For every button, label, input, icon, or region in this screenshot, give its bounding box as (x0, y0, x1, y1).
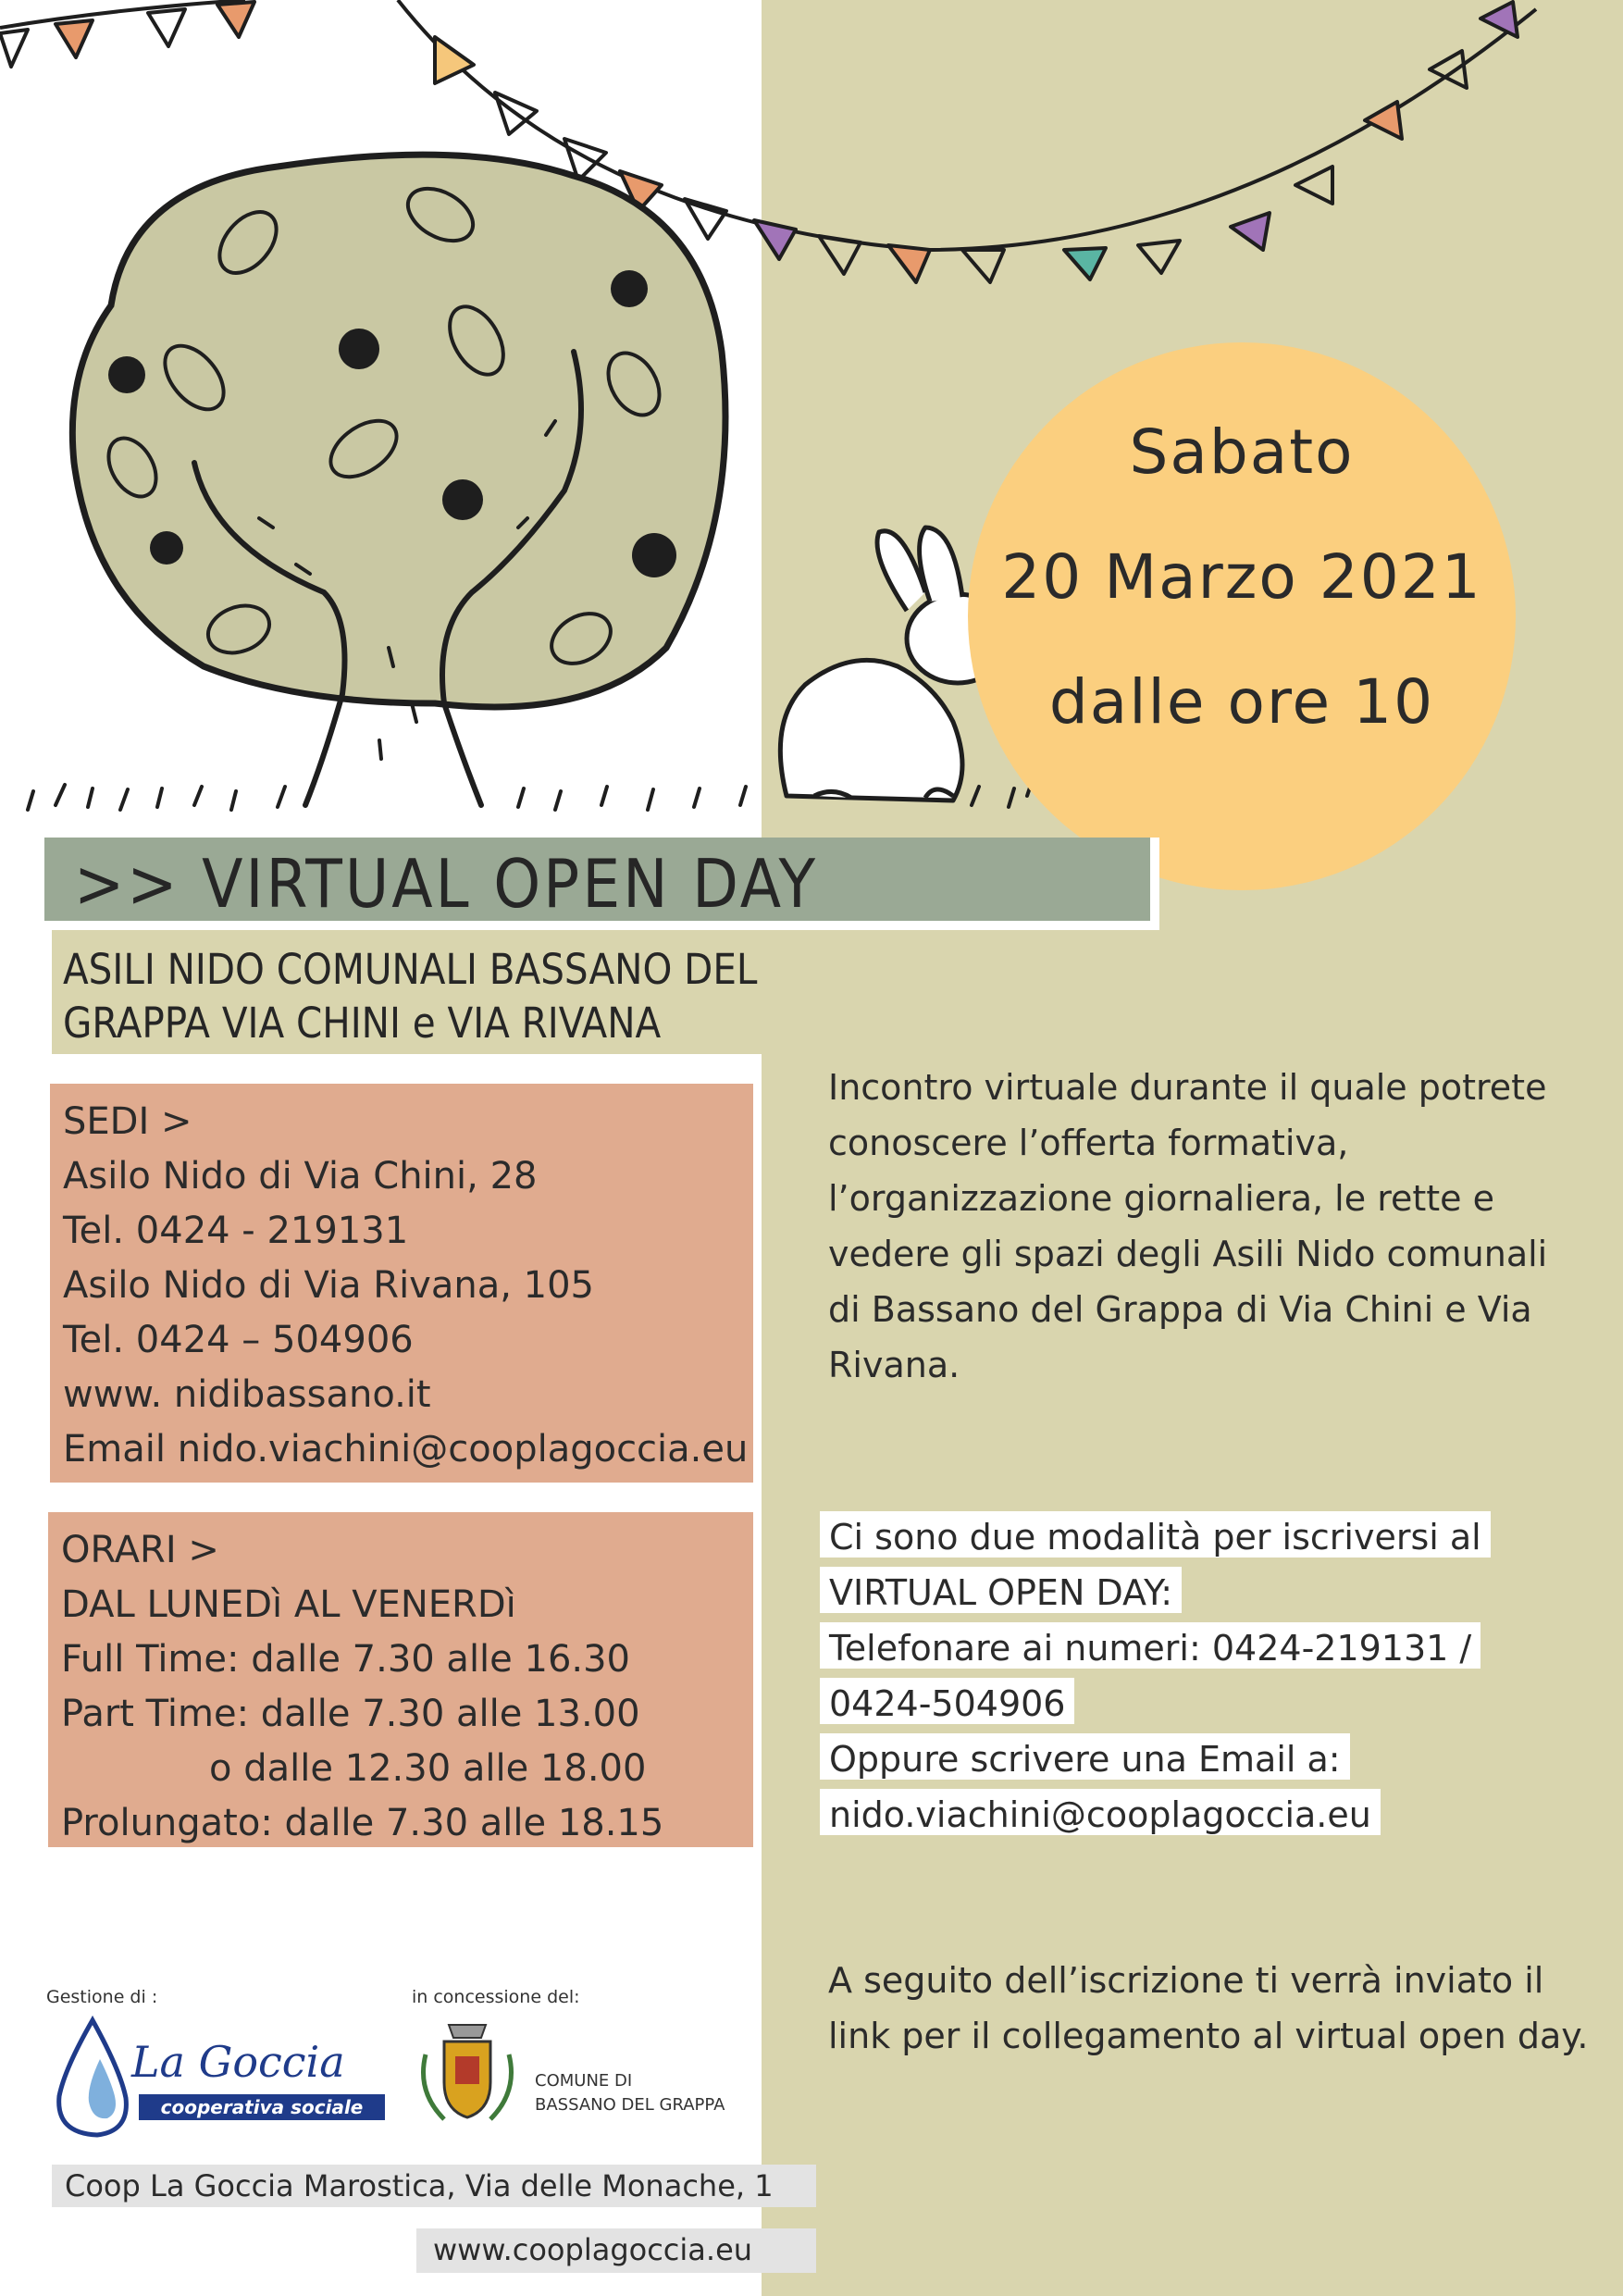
orari-box (48, 1512, 753, 1847)
sedi-website-link[interactable]: www. nidibassano.it (63, 1373, 431, 1416)
comune-line-1: COMUNE DI (535, 2071, 633, 2091)
title-band (44, 838, 1159, 930)
registration-email-link[interactable]: nido.viachini@cooplagoccia.eu (820, 1789, 1381, 1835)
subtitle-box (52, 930, 762, 1054)
comune-crest (416, 2017, 518, 2128)
address-text: Coop La Goccia Marostica, Via delle Monache, 1 (65, 2168, 774, 2203)
registration-info (820, 1511, 1491, 1844)
sedi-line: Tel. 0424 – 504906 (63, 1319, 414, 1361)
tree-crown (72, 155, 725, 707)
goccia-logo-tag: cooperativa sociale (139, 2094, 385, 2120)
description-line: l’organizzazione giornaliera, le rette e (828, 1178, 1494, 1219)
description-line: Rivana. (828, 1345, 960, 1385)
registration-line: Ci sono due modalità per iscriversi al (820, 1511, 1491, 1558)
orari-line: Prolungato: dalle 7.30 alle 18.15 (61, 1802, 664, 1844)
registration-line: Oppure scrivere una Email a: (820, 1733, 1350, 1780)
coat-of-arms-icon (416, 2017, 518, 2128)
sedi-line: Asilo Nido di Via Chini, 28 (63, 1155, 538, 1198)
after-registration-line: link per il collegamento al virtual open day. (828, 2016, 1589, 2056)
sedi-line: Asilo Nido di Via Rivana, 105 (63, 1264, 595, 1307)
date-circle (968, 342, 1516, 890)
orari-line: DAL LUNEDì AL VENERDì (61, 1583, 516, 1626)
date-date: 20 Marzo 2021 (1001, 541, 1482, 613)
registration-line: VIRTUAL OPEN DAY: (820, 1567, 1182, 1613)
orari-line: Full Time: dalle 7.30 alle 16.30 (61, 1638, 630, 1681)
date-time: dalle ore 10 (1048, 666, 1435, 738)
registration-phone[interactable]: Telefonare ai numeri: 0424-219131 / (820, 1622, 1481, 1669)
sedi-box (50, 1084, 753, 1483)
description (828, 1060, 1587, 1393)
comune-name (535, 2069, 725, 2117)
sedi-heading: SEDI > (63, 1100, 192, 1143)
sedi-line: Tel. 0424 - 219131 (63, 1210, 409, 1252)
bunting-string-left (0, 0, 245, 28)
description-line: di Bassano del Grappa di Via Chini e Via (828, 1289, 1532, 1330)
subtitle-line-1: ASILI NIDO COMUNALI BASSANO DEL (63, 945, 758, 994)
orari-line: Part Time: dalle 7.30 alle 13.00 (61, 1693, 640, 1735)
concessione-label: in concessione del: (412, 1987, 580, 2007)
website-link[interactable]: www.cooplagoccia.eu (433, 2232, 753, 2267)
after-registration (828, 1953, 1588, 2064)
goccia-logo-text: La Goccia (131, 2037, 345, 2087)
after-registration-line: A seguito dell’iscrizione ti verrà inviato il (828, 1960, 1544, 2001)
description-line: conoscere l’offerta formativa, (828, 1123, 1349, 1163)
page-title: >> VIRTUAL OPEN DAY (74, 845, 819, 923)
website-box (416, 2228, 816, 2273)
sedi-email-link[interactable]: Email nido.viachini@cooplagoccia.eu (63, 1428, 749, 1471)
water-drop-icon (46, 2013, 139, 2142)
la-goccia-logo (46, 2013, 398, 2142)
description-line: Incontro virtuale durante il quale potrete (828, 1067, 1547, 1108)
comune-line-2: BASSANO DEL GRAPPA (535, 2095, 725, 2115)
orari-line: o dalle 12.30 alle 18.00 (209, 1747, 647, 1790)
registration-phone[interactable]: 0424-504906 (820, 1678, 1074, 1724)
orari-heading: ORARI > (61, 1529, 219, 1571)
subtitle-line-2: GRAPPA VIA CHINI e VIA RIVANA (63, 999, 662, 1048)
description-line: vedere gli spazi degli Asili Nido comunali (828, 1234, 1548, 1274)
address-box (52, 2165, 816, 2207)
gestione-label: Gestione di : (46, 1987, 158, 2007)
date-day: Sabato (1129, 416, 1355, 488)
